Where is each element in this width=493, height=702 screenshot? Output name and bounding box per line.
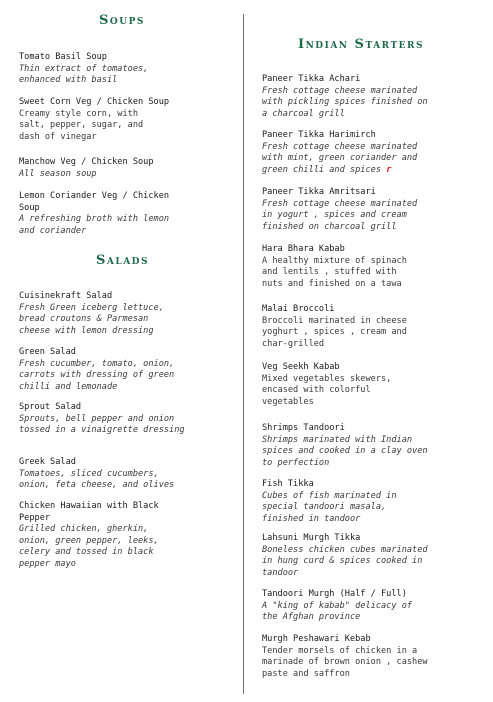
item-name: Malai Broccoli xyxy=(262,304,335,314)
item-name: Green Salad xyxy=(19,347,76,357)
menu-item xyxy=(19,402,234,437)
item-description-text: Fresh cottage cheese marinated with mint, green coriander and green chilli and spices xyxy=(262,141,418,175)
item-name: Paneer Tikka Harimirch xyxy=(262,130,376,140)
red-mark: r xyxy=(386,164,392,175)
item-name: Manchow Veg / Chicken Soup xyxy=(19,157,154,167)
item-description: A refreshing broth with lemon and coriander xyxy=(19,214,170,236)
menu-item xyxy=(262,589,482,624)
salads-heading: Salads xyxy=(96,253,149,268)
item-description: Fresh cucumber, tomato, onion, carrots with dressing of green chilli and lemonade xyxy=(19,358,175,392)
item-name: Fish Tikka xyxy=(262,479,314,489)
item-description: Boneless chicken cubes marinated in hung curd & spices cooked in tandoor xyxy=(262,544,428,578)
item-description: Shrimps marinated with Indian spices and cooked in a clay oven to perfection xyxy=(262,434,428,468)
item-description: Fresh Green iceberg lettuce, bread croutons & Parmesan cheese with lemon dressing xyxy=(19,302,164,336)
menu-item xyxy=(19,191,234,237)
item-name: Tandoori Murgh (Half / Full) xyxy=(262,589,407,599)
menu-item xyxy=(19,501,234,570)
item-name: Hara Bhara Kabab xyxy=(262,244,345,254)
item-description: Broccoli marinated in cheese yoghurt , spices , cream and char-grilled xyxy=(262,315,407,349)
soups-heading: Soups xyxy=(99,13,145,28)
item-name: Shrimps Tandoori xyxy=(262,423,345,433)
menu-item xyxy=(19,97,234,143)
item-description: Cubes of fish marinated in special tandoori masala, finished in tandoor xyxy=(262,490,397,524)
menu-item xyxy=(19,457,234,492)
menu-item xyxy=(262,423,482,469)
menu-item xyxy=(19,52,234,87)
item-description: Mixed vegetables skewers, encased with colorful vegetables xyxy=(262,373,392,407)
item-name: Cuisinekraft Salad xyxy=(19,291,113,301)
item-name: Lahsuni Murgh Tikka xyxy=(262,533,361,543)
item-name: Tomato Basil Soup xyxy=(19,52,107,62)
menu-item xyxy=(19,291,234,337)
item-description: A healthy mixture of spinach and lentils , stuffed with nuts and finished on a tawa xyxy=(262,255,407,289)
menu-item xyxy=(262,479,482,525)
item-description: Grilled chicken, gherkin, onion, green pepper, leeks, celery and tossed in black pepper mayo xyxy=(19,524,159,569)
menu-item xyxy=(262,362,482,408)
item-name: Greek Salad xyxy=(19,457,76,467)
item-name: Chicken Hawaiian with Black Pepper xyxy=(19,501,159,523)
menu-item xyxy=(19,347,234,393)
item-description: Tender morsels of chicken in a marinade of brown onion , cashew paste and saffron xyxy=(262,645,428,679)
item-name: Sprout Salad xyxy=(19,402,82,412)
item-name: Paneer Tikka Achari xyxy=(262,74,361,84)
item-name: Murgh Peshawari Kebab xyxy=(262,634,371,644)
item-name: Sweet Corn Veg / Chicken Soup xyxy=(19,97,170,107)
item-description: Creamy style corn, with salt, pepper, sugar, and dash of vinegar xyxy=(19,108,144,142)
item-description: All season soup xyxy=(19,168,97,179)
indian-starters-heading: Indian Starters xyxy=(298,37,424,52)
menu-item xyxy=(262,130,482,176)
column-divider xyxy=(243,14,244,694)
menu-item xyxy=(262,187,482,233)
item-description: Fresh cottage cheese marinated with pickling spices finished on a charcoal grill xyxy=(262,85,428,119)
item-description: Sprouts, bell pepper and onion tossed in a vinaigrette dressing xyxy=(19,413,185,435)
menu-item xyxy=(262,634,482,680)
item-description xyxy=(262,142,432,177)
item-description: Fresh cottage cheese marinated in yogurt , spices and cream finished on charcoal grill xyxy=(262,198,418,232)
menu-item xyxy=(262,244,482,290)
menu-item xyxy=(262,74,482,120)
item-name: Lemon Coriander Veg / Chicken Soup xyxy=(19,191,170,213)
item-name: Veg Seekh Kabab xyxy=(262,362,340,372)
item-name: Paneer Tikka Amritsari xyxy=(262,187,376,197)
item-description: Thin extract of tomatoes, enhanced with basil xyxy=(19,63,149,85)
item-description: A "king of kabab" delicacy of the Afghan province xyxy=(262,600,413,622)
menu-item xyxy=(262,533,482,579)
item-description: Tomatoes, sliced cucumbers, onion, feta cheese, and olives xyxy=(19,468,175,490)
menu-item xyxy=(262,304,482,350)
menu-item xyxy=(19,157,234,180)
